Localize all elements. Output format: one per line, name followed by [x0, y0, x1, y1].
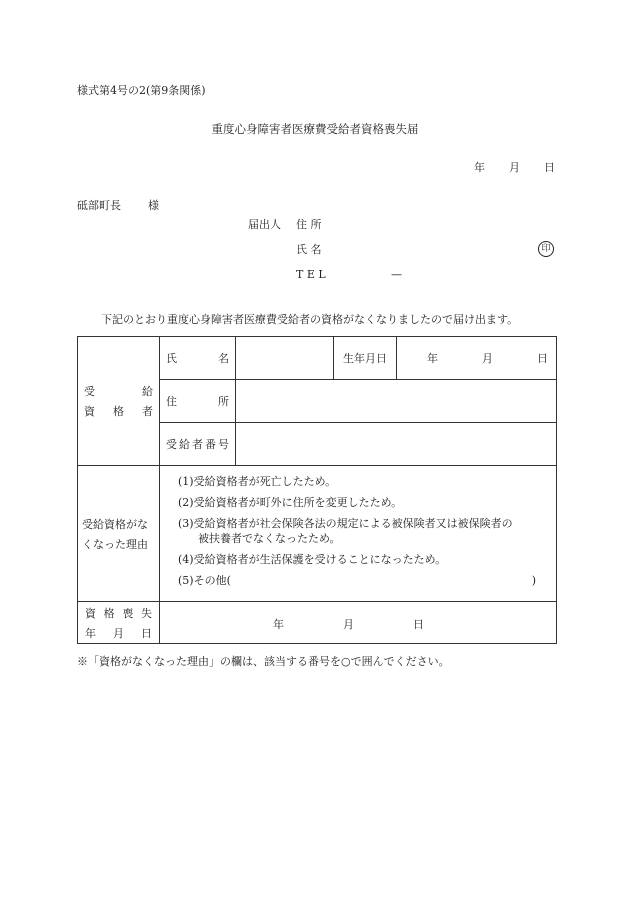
reason-4[interactable]: (4)受給資格者が生活保護を受けることになったため。: [178, 553, 447, 566]
address-label: 住 所: [160, 380, 236, 423]
recipient-number-label: 受 給 者 番 号: [160, 423, 236, 466]
date-month: 月: [509, 161, 520, 174]
recipient-number-input[interactable]: [236, 423, 557, 466]
seal-mark: 印: [538, 241, 554, 257]
date-day: 日: [544, 161, 555, 174]
addressee-honorific: 様: [148, 199, 159, 212]
form-number: 様式第4号の2(第9条関係): [77, 84, 206, 97]
note: ※「資格がなくなった理由」の欄は、該当する番号を○で囲んでください。: [77, 655, 450, 668]
tel-dash: —: [391, 268, 402, 281]
reason-list: [160, 466, 557, 602]
address-input[interactable]: [236, 380, 557, 423]
applicant-label: 届出人: [248, 218, 281, 231]
applicant-name-label: 氏 名: [296, 243, 322, 256]
addressee: [77, 199, 159, 212]
birth-label: 生年月日: [334, 337, 397, 380]
applicant-address-label: 住 所: [296, 218, 322, 231]
name-label: 氏 名: [160, 337, 236, 380]
reason-2[interactable]: (2)受給資格者が町外に住所を変更したため。: [178, 496, 403, 509]
loss-date-label: 資 格 喪 失 年 月 日: [78, 602, 160, 644]
addressee-name: 砥部町長: [77, 199, 121, 212]
reason-1[interactable]: (1)受給資格者が死亡したため。: [178, 475, 337, 488]
statement: 下記のとおり重度心身障害者医療費受給者の資格がなくなりましたので届け出ます。: [101, 313, 519, 326]
loss-date[interactable]: 年 月 日: [160, 602, 557, 644]
name-input[interactable]: [236, 337, 334, 380]
reason-5[interactable]: (5)その他( ): [178, 574, 536, 587]
reason-header: 受給資格がな くなった理由: [78, 466, 160, 602]
form-title: 重度心身障害者医療費受給者資格喪失届: [211, 122, 419, 136]
reason-3[interactable]: (3)受給資格者が社会保険各法の規定による被保険者又は被保険者の: [178, 517, 513, 530]
date-year: 年: [474, 161, 485, 174]
birth-date[interactable]: 年 月 日: [397, 337, 557, 380]
applicant-tel-label: T E L: [296, 268, 326, 281]
main-table: [77, 336, 557, 644]
recipient-header: 受 給 資 格 者: [78, 337, 160, 466]
reason-3-cont: 被扶養者でなくなったため。: [198, 532, 341, 545]
